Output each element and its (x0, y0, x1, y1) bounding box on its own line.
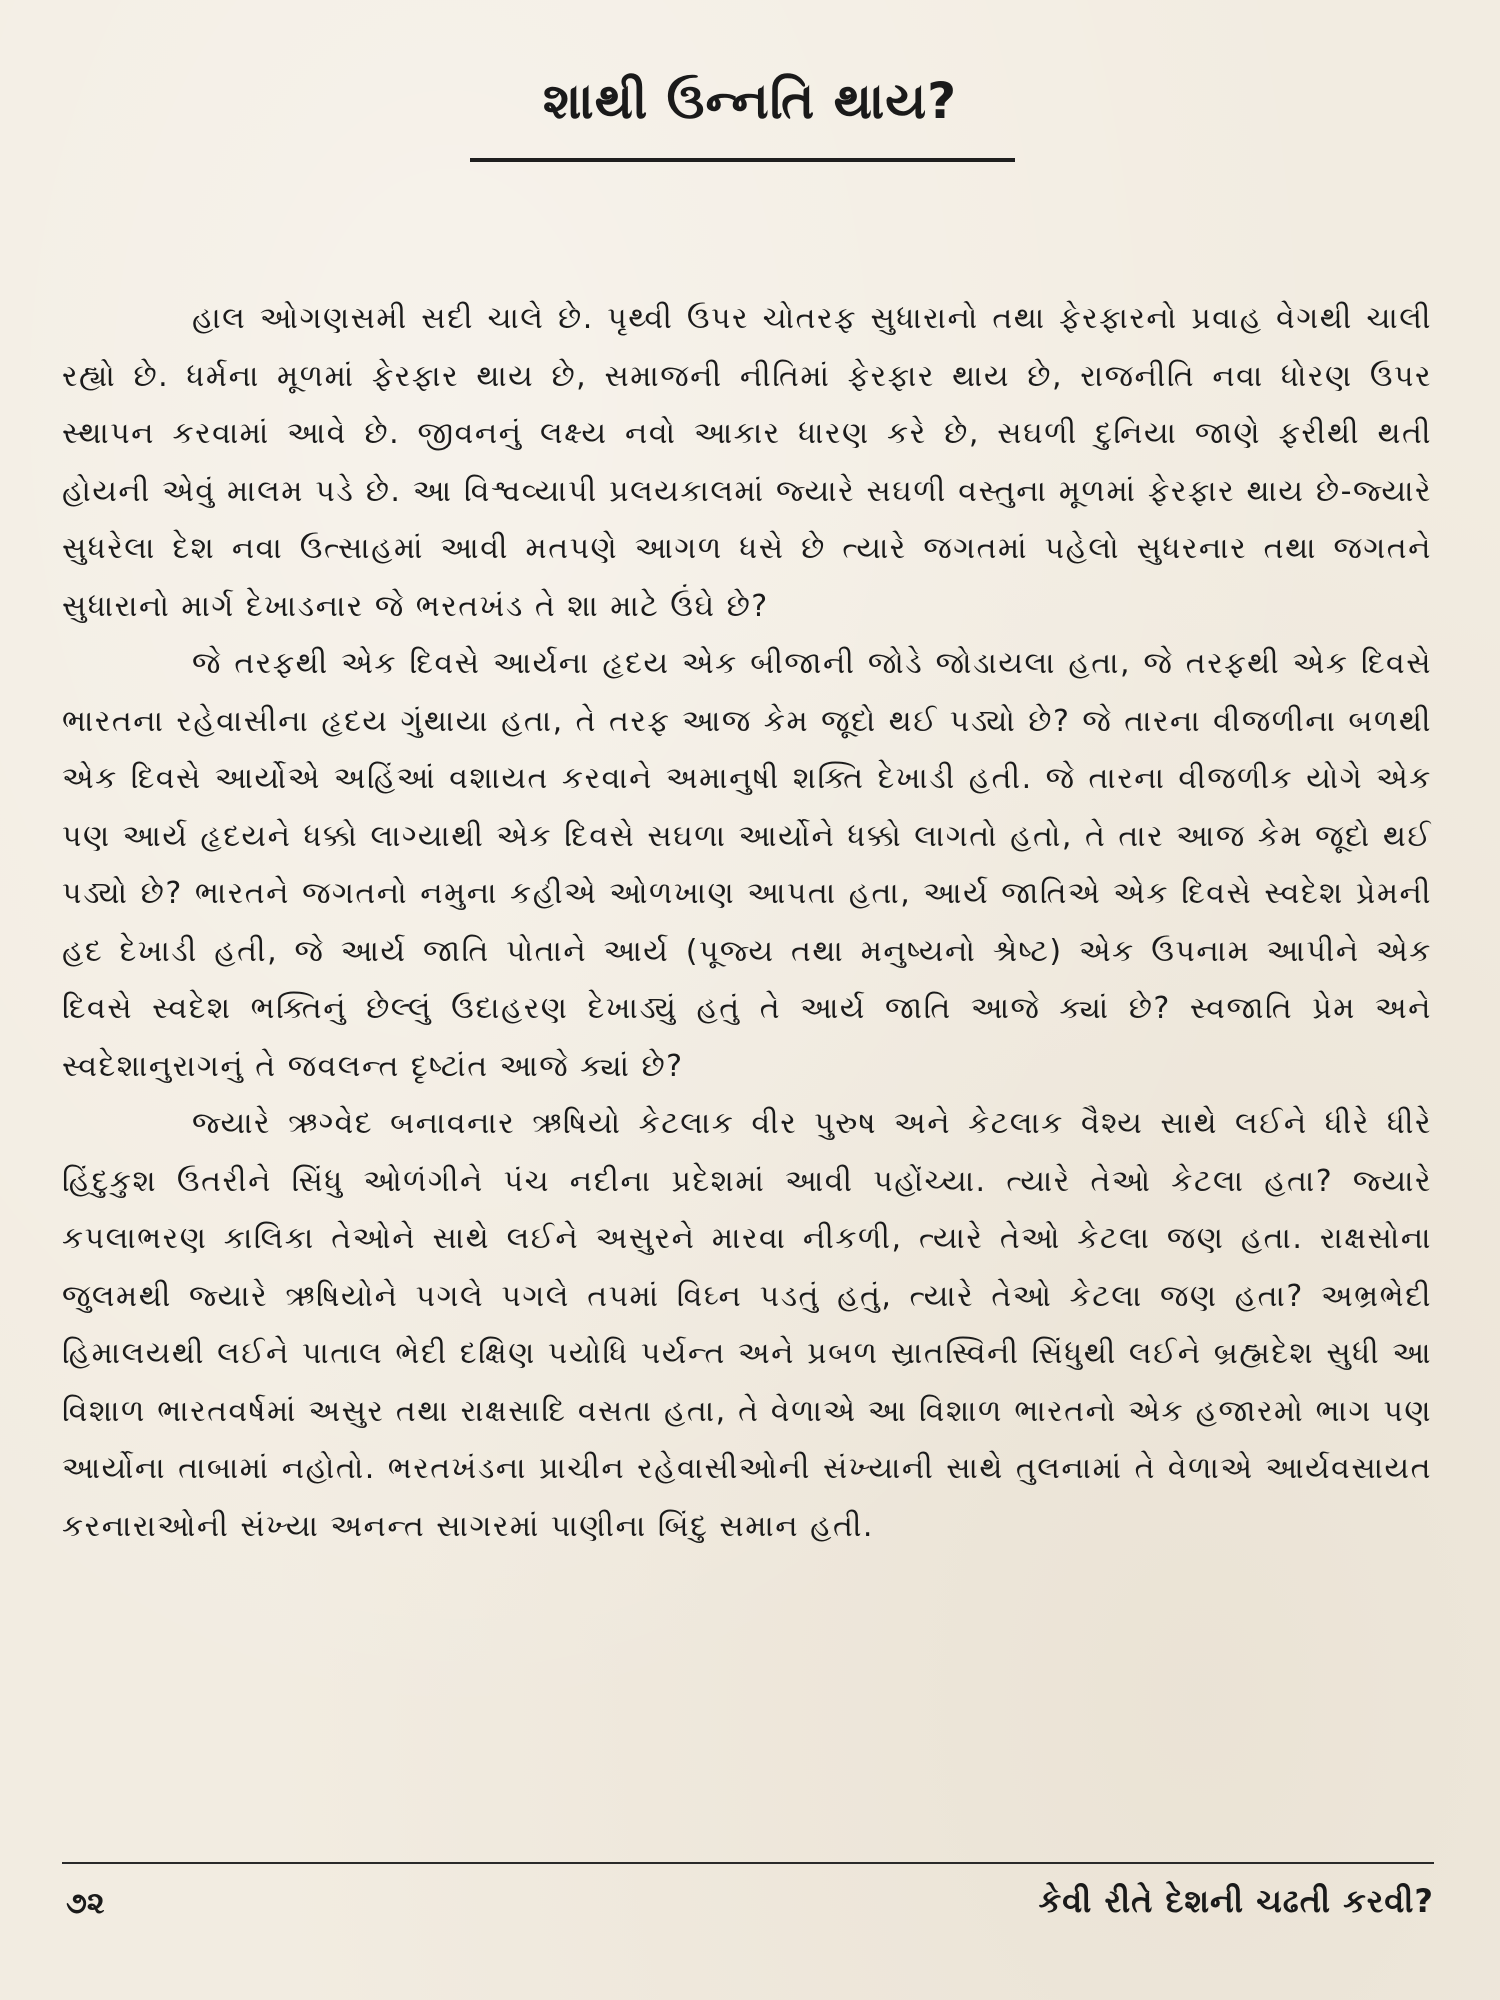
body-text (62, 290, 1432, 1555)
page-number: ૭૨ (66, 1886, 105, 1921)
page-title: શાથી ઉન્નતિ થાય? (542, 72, 958, 130)
footer-rule (62, 1862, 1434, 1864)
running-footer-title: કેવી રીતે દેશની ચઢતી કરવી? (1038, 1882, 1434, 1920)
title-underline (470, 158, 1015, 162)
paragraph-1: હાલ ઓગણસમી સદી ચાલે છે. પૃથ્વી ઉપર ચોતરફ સુધારાનો તથા ફેરફારનો પ્રવાહ વેગથી ચાલી રહ્યો છે. ધર્મના મૂળમાં ફેરફાર થાય છે, સમાજની નીતિમાં ફેરફાર થાય છે, રાજનીતિ નવા ધોરણ ઉપર સ્થાપન કરવામાં આવે છે. જીવનનું લક્ષ્ય નવો આકાર ધારણ કરે છે, સઘળી દુનિયા જાણે ફરીથી થતી હોયની એવું માલમ પડે છે. આ વિશ્વવ્યાપી પ્રલયકાલમાં જ્યારે સઘળી વસ્તુના મૂળમાં ફેરફાર થાય છે-જ્યારે સુધરેલા દેશ નવા ઉત્સાહમાં આવી મતપણે આગળ ધસે છે ત્યારે જગતમાં પહેલો સુધરનાર તથા જગતને સુધારાનો માર્ગ દેખાડનાર જે ભરતખંડ તે શા માટે ઉંઘે છે? (62, 301, 1432, 624)
paragraph-2: જે તરફથી એક દિવસે આર્યના હૃદય એક બીજાની જોડે જોડાયલા હતા, જે તરફથી એક દિવસે ભારતના રહેવાસીના હૃદય ગુંથાયા હતા, તે તરફ આજ કેમ જૂદો થઈ પડ્યો છે? જે તારના વીજળીના બળથી એક દિવસે આર્યોએ અહિંઆં વશાયત કરવાને અમાનુષી શક્તિ દેખાડી હતી. જે તારના વીજળીક યોગે એક પણ આર્ય હૃદયને ધક્કો લાગ્યાથી એક દિવસે સઘળા આર્યોને ધક્કો લાગતો હતો, તે તાર આજ કેમ જૂદો થઈ પડ્યો છે? ભારતને જગતનો નમુના કહીએ ઓળખાણ આપતા હતા, આર્ય જાતિએ એક દિવસે સ્વદેશ પ્રેમની હદ દેખાડી હતી, જે આર્ય જાતિ પોતાને આર્ય (પૂજ્ય તથા મનુષ્યનો શ્રેષ્ટ) એક ઉપનામ આપીને એક દિવસે સ્વદેશ ભક્તિનું છેલ્લું ઉદાહરણ દેખાડ્યું હતું તે આર્ય જાતિ આજે ક્યાં છે? સ્વજાતિ પ્રેમ અને સ્વદેશાનુરાગનું તે જવલન્ત દૃષ્ટાંત આજે ક્યાં છે? (62, 646, 1432, 1084)
paragraph-3: જ્યારે ઋગ્વેદ બનાવનાર ઋષિયો કેટલાક વીર પુરુષ અને કેટલાક વૈશ્ય સાથે લઈને ધીરે ધીરે હિંદુકુશ ઉતરીને સિંધુ ઓળંગીને પંચ નદીના પ્રદેશમાં આવી પહોંચ્યા. ત્યારે તેઓ કેટલા હતા? જ્યારે કપલાભરણ કાલિકા તેઓને સાથે લઈને અસુરને મારવા નીકળી, ત્યારે તેઓ કેટલા જણ હતા. રાક્ષસોના જુલમથી જ્યારે ઋષિયોને પગલે પગલે તપમાં વિઘ્ન પડતું હતું, ત્યારે તેઓ કેટલા જણ હતા? અભ્રભેદી હિમાલયથી લઈને પાતાલ ભેદી દક્ષિણ પયોધિ પર્યન્ત અને પ્રબળ સ્રાતસ્વિની સિંધુથી લઈને બ્રહ્મદેશ સુધી આ વિશાળ ભારતવર્ષમાં અસુર તથા રાક્ષસાદિ વસતા હતા, તે વેળાએ આ વિશાળ ભારતનો એક હજારમો ભાગ પણ આર્યોના તાબામાં નહોતો. ભરતખંડના પ્રાચીન રહેવાસીઓની સંખ્યાની સાથે તુલનામાં તે વેળાએ આર્યવસાયત કરનારાઓની સંખ્યા અનન્ત સાગરમાં પાણીના બિંદુ સમાન હતી. (62, 1106, 1432, 1544)
